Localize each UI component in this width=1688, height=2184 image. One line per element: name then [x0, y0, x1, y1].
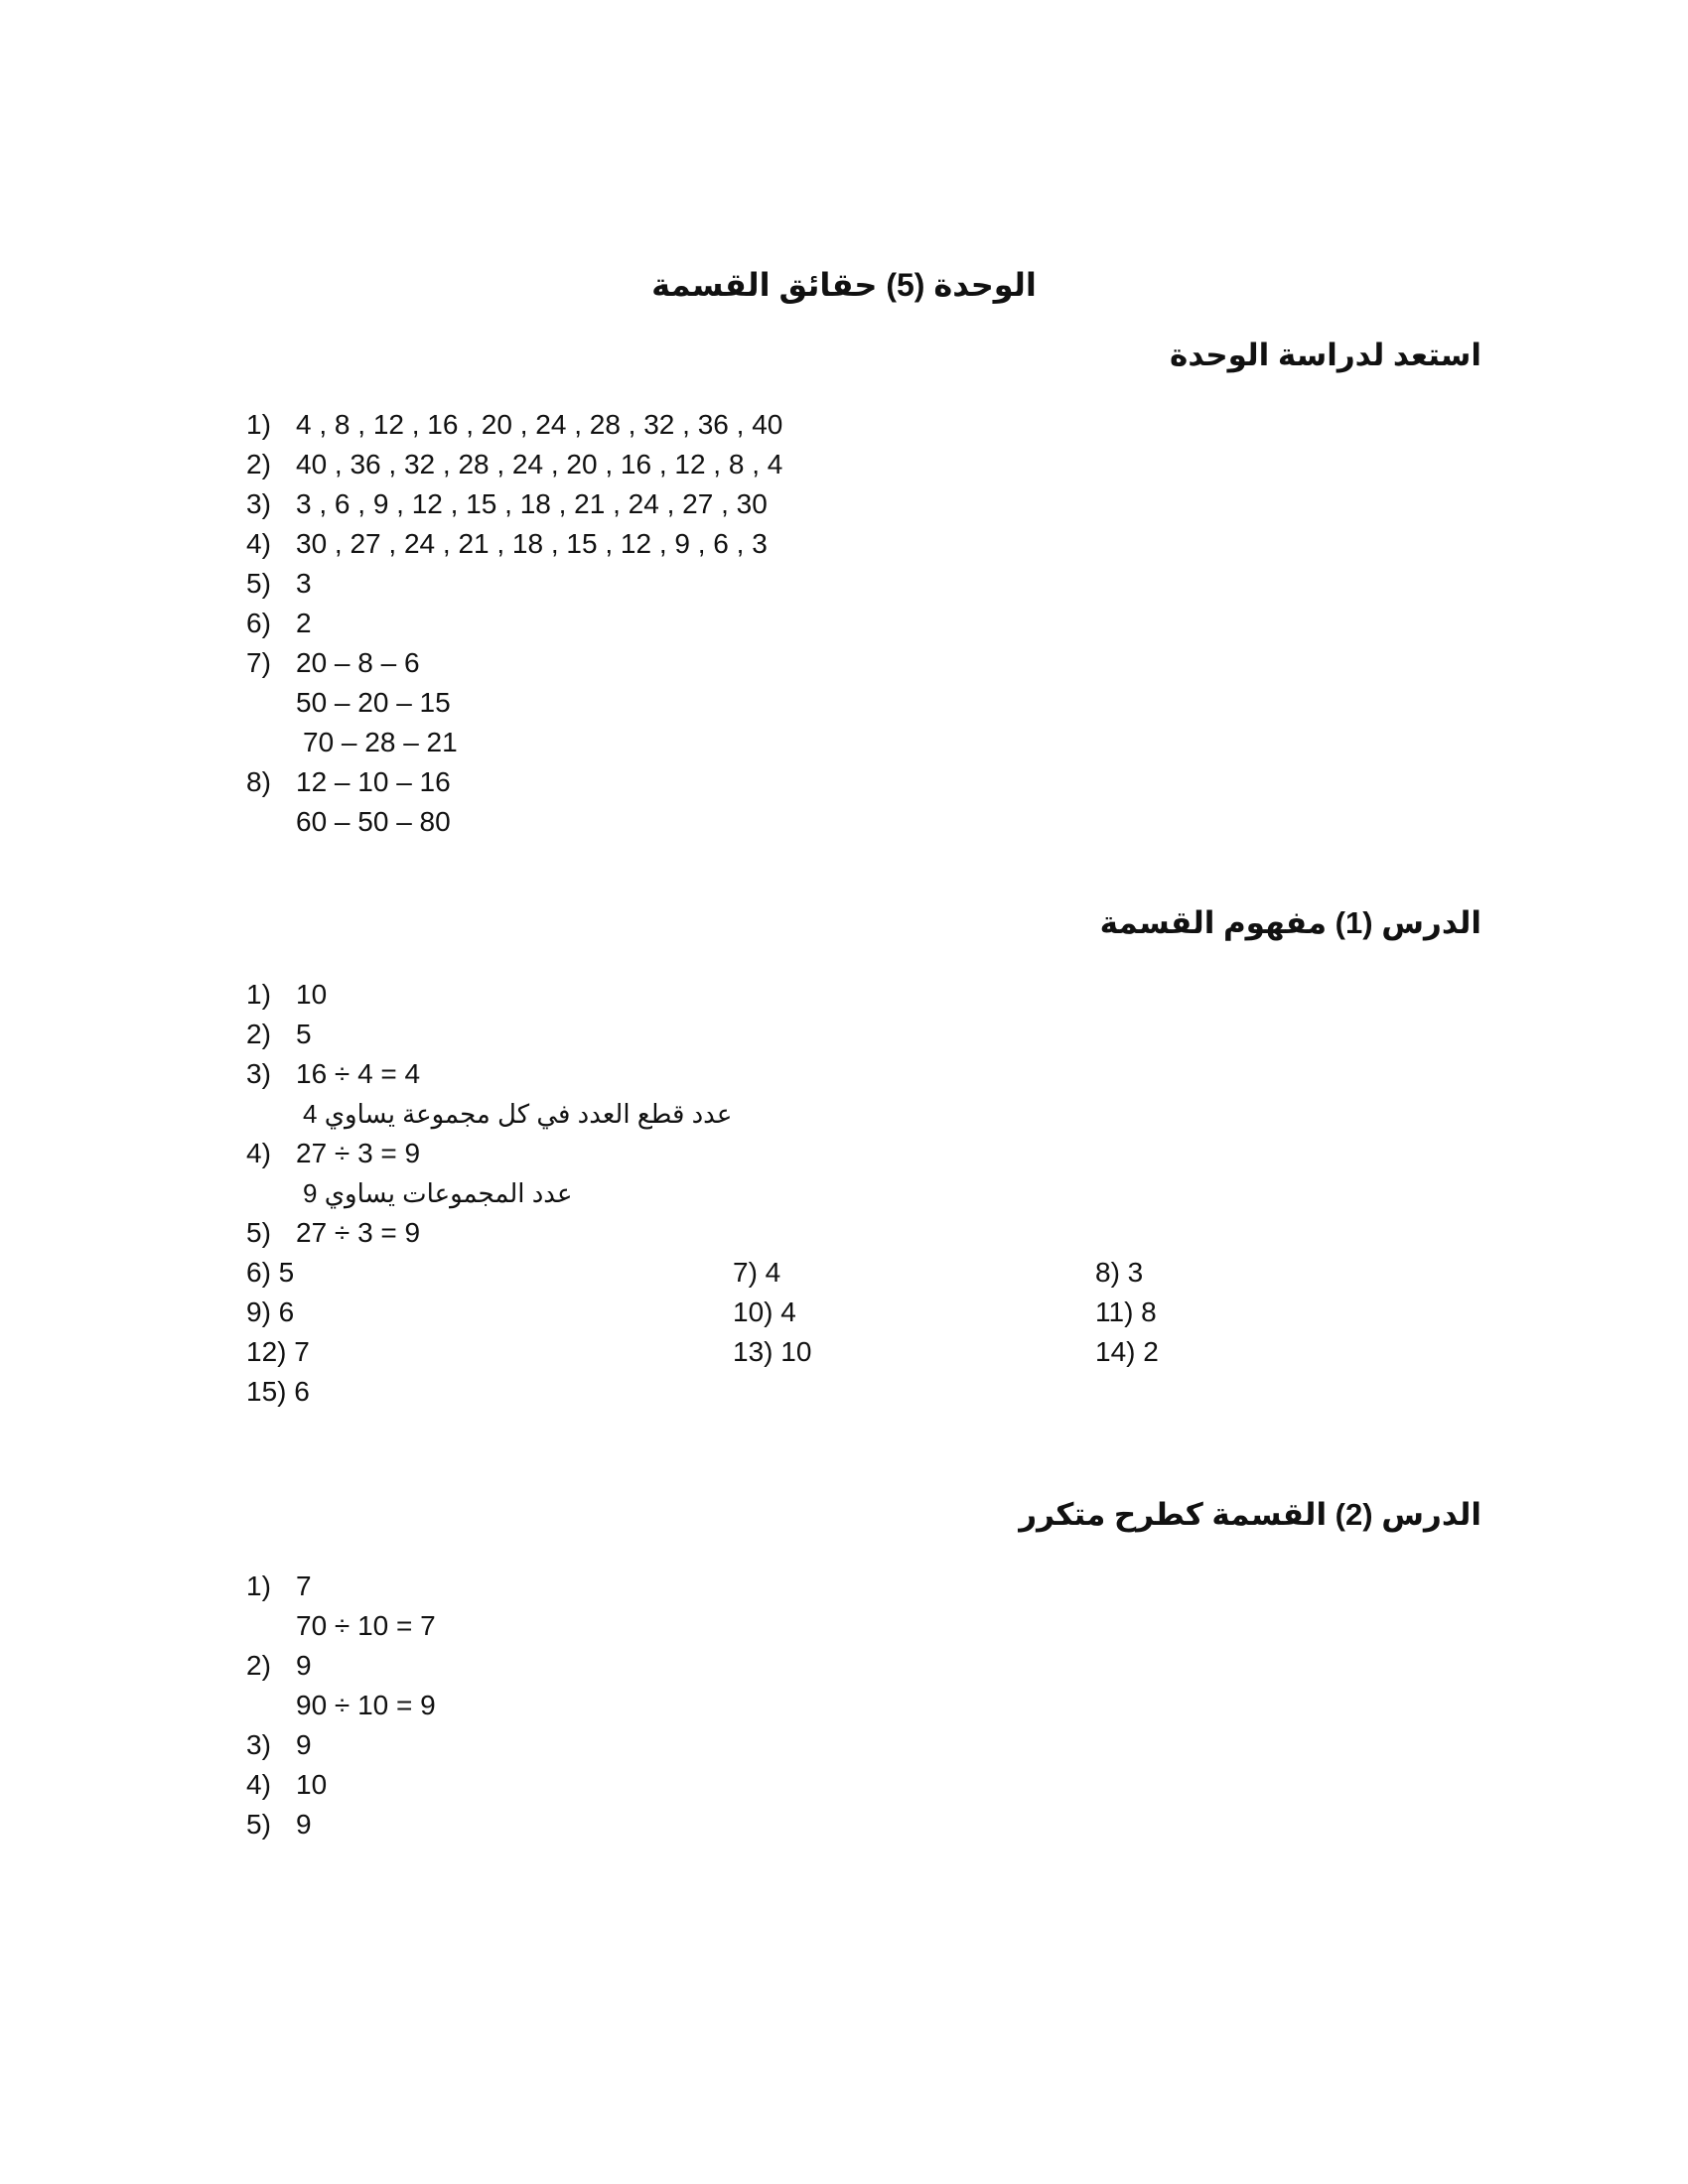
grid-cell: 11) 8 [1095, 1297, 1157, 1327]
grid-cell: 12) 7 [246, 1336, 310, 1367]
list-item: 5) 3 [246, 568, 312, 599]
grid-cell: 9) 6 [246, 1297, 295, 1327]
section-heading-lesson-2: الدرس (2) القسمة كطرح متكرر [1019, 1497, 1481, 1532]
list-item-note: عدد قطع العدد في كل مجموعة يساوي 4 [303, 1099, 733, 1129]
grid-cell: 7) 4 [733, 1257, 781, 1288]
grid-row [246, 1332, 1487, 1372]
list-item: 90 ÷ 10 = 9 [296, 1690, 436, 1720]
list-item: 70 ÷ 10 = 7 [296, 1610, 436, 1641]
list-item: 2) 9 [246, 1650, 312, 1681]
list-item: 8) 12 – 10 – 16 [246, 766, 451, 797]
list-item: 70 – 28 – 21 [303, 727, 458, 757]
list-item: 4) 10 [246, 1769, 328, 1800]
grid-cell: 13) 10 [733, 1336, 812, 1367]
grid-cell: 10) 4 [733, 1297, 796, 1327]
list-item: 60 – 50 – 80 [296, 806, 451, 837]
list-item: 2) 5 [246, 1019, 312, 1049]
list-item: 3) 3 , 6 , 9 , 12 , 15 , 18 , 21 , 24 , 27 , 30 [246, 488, 768, 519]
section-list-lesson-2 [246, 1567, 1487, 1844]
list-item: 7) 20 – 8 – 6 [246, 647, 420, 678]
list-item-note: عدد المجموعات يساوي 9 [303, 1178, 573, 1208]
grid-cell: 6) 5 [246, 1257, 295, 1288]
section-list-lesson-1 [246, 975, 1487, 1412]
list-item: 2) 40 , 36 , 32 , 28 , 24 , 20 , 16 , 12 , 8 , 4 [246, 449, 783, 479]
list-item: 3) 9 [246, 1729, 312, 1760]
grid-row [246, 1253, 1487, 1293]
list-item: 1) 4 , 8 , 12 , 16 , 20 , 24 , 28 , 32 , 36 , 40 [246, 409, 783, 440]
page-title: الوحدة (5) حقائق القسمة [651, 267, 1037, 303]
grid-row [246, 1372, 1487, 1412]
list-item: 1) 10 [246, 979, 328, 1010]
grid-row [246, 1293, 1487, 1332]
list-item: 50 – 20 – 15 [296, 687, 451, 718]
list-item: 5) 27 ÷ 3 = 9 [246, 1217, 421, 1248]
list-item: 4) 30 , 27 , 24 , 21 , 18 , 15 , 12 , 9 , 6 , 3 [246, 528, 768, 559]
section-heading-lesson-1: الدرس (1) مفهوم القسمة [1099, 905, 1481, 940]
list-item: 1) 7 [246, 1570, 312, 1601]
list-item: 3) 16 ÷ 4 = 4 [246, 1058, 421, 1089]
list-item: 6) 2 [246, 608, 312, 638]
list-item: 5) 9 [246, 1809, 312, 1840]
grid-cell: 15) 6 [246, 1376, 310, 1407]
section-list-prepare [246, 405, 1487, 842]
section-heading-prepare: استعد لدراسة الوحدة [1170, 338, 1481, 372]
grid-cell: 8) 3 [1095, 1257, 1144, 1288]
grid-cell: 14) 2 [1095, 1336, 1159, 1367]
list-item: 4) 27 ÷ 3 = 9 [246, 1138, 421, 1168]
